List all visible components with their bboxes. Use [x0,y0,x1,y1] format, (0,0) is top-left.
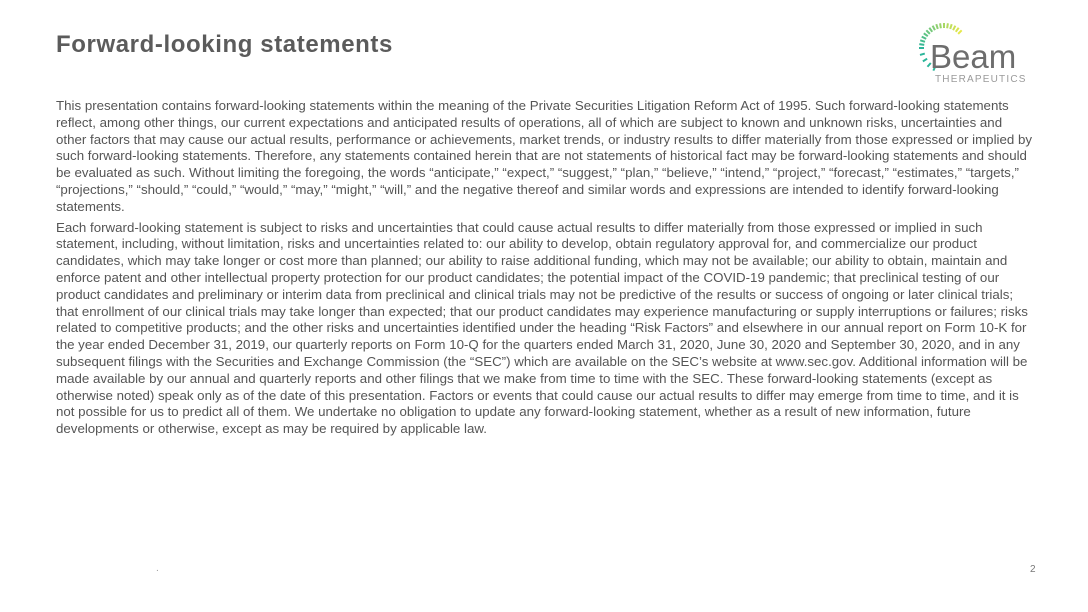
svg-text:Beam: Beam [930,38,1017,75]
paragraph-risks: Each forward-looking statement is subject to risks and uncertainties that could cause actual results to differ materially from those expressed or implied in such statement, including, without limitation, risks and uncertainties related to: our ability to develop, obtain regulatory approval for, and commercialize our product candidates, which may take longer or cost more than planned; our ability to raise additional funding, which may not be available; our ability to obtain, maintain and enforce patent and other intellectual property protection for our product candidates; the potential impact of the COVID-19 pandemic; that preclinical testing of our product candidates and preliminary or interim data from preclinical and clinical trials may not be predictive of the results or success of ongoing or later clinical trials; that enrollment of our clinical trials may take longer than expected; that our product candidates may experience manufacturing or supply interruptions or failures; risks related to competitive products; and the other risks and uncertainties identified under the heading “Risk Factors” and elsewhere in our annual report on Form 10-K for the year ended December 31, 2019, our quarterly reports on Form 10-Q for the quarters ended March 31, 2020, June 30, 2020 and September 30, 2020, and in any subsequent filings with the Securities and Exchange Commission (the “SEC”) which are available on the SEC’s website at www.sec.gov. Additional information will be made available by our annual and quarterly reports and other filings that we make from time to time with the SEC. These forward-looking statements (except as otherwise noted) speak only as of the date of this presentation. Factors or events that could cause our actual results to differ may emerge from time to time, and it is not possible for us to predict all of them. We undertake no obligation to update any forward-looking statement, whether as a result of new information, future developments or otherwise, except as may be required by applicable law. [56,219,1028,437]
paragraph-intro: This presentation contains forward-looking statements within the meaning of the Private Securities Litigation Reform Act of 1995. Such forward-looking statements reflect, among other things, our current expectations and anticipated results of operations, all of which are subject to known and unknown risks, uncertainties and other factors that may cause our actual results, performance or achievements, market trends, or industry results to differ materially from those expressed or implied by such forward-looking statements. Therefore, any statements contained herein that are not statements of historical fact may be forward-looking statements and should be evaluated as such. Without limiting the foregoing, the words “anticipate,” “expect,” “suggest,” “plan,” “believe,” “intend,” “project,” “forecast,” “estimates,” “targets,” “projections,” “should,” “could,” “would,” “may,” “might,” “will,” and the negative thereof and similar words and expressions are intended to identify forward-looking statements. [56,98,1033,214]
logo-ray [920,54,925,55]
logo-ray [936,24,938,29]
sunburst-logo-icon [908,22,1043,88]
logo-ray [926,30,930,34]
footer-dot: . [156,563,159,574]
disclaimer-body [56,98,1034,442]
logo-ray [947,23,948,28]
logo-ray [920,40,925,42]
logo-ray [933,26,935,30]
logo-ray [958,30,962,34]
logo-ray [929,28,932,32]
logo-ray [956,28,959,32]
logo-ray [919,44,924,45]
page-title: Forward-looking statements [56,31,393,58]
logo-ray [924,33,928,36]
svg-text:THERAPEUTICS: THERAPEUTICS [935,74,1027,85]
logo-ray [940,23,941,28]
logo-ray [923,59,927,62]
logo-ray [922,37,926,39]
logo-ray [953,26,955,30]
beam-therapeutics-logo [908,22,1043,88]
page-number: 2 [1030,564,1036,575]
logo-ray [950,24,952,29]
